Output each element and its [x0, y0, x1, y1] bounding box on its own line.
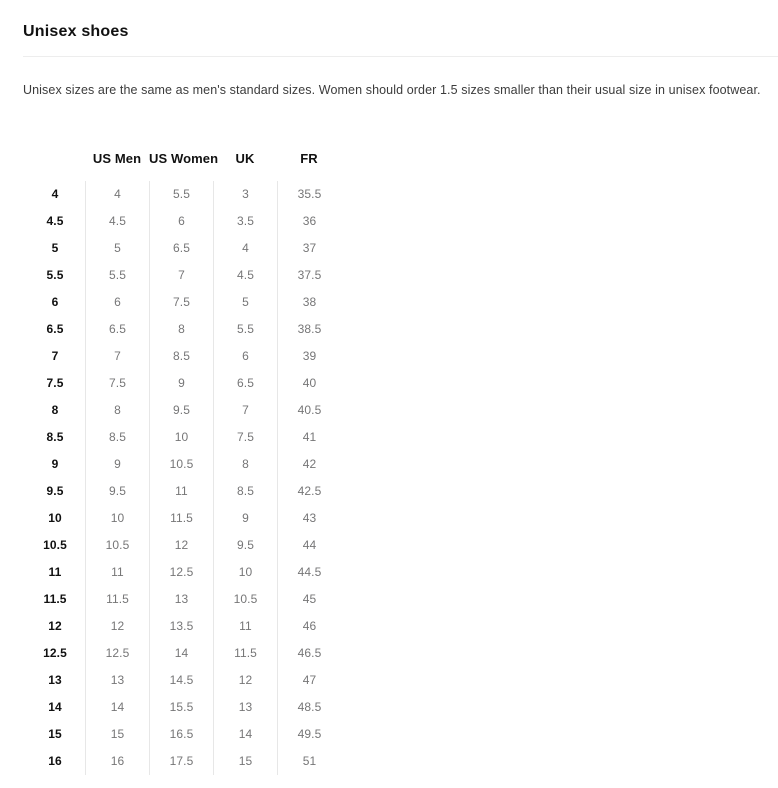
size-cell-us-women: 13 [149, 586, 213, 613]
column-header-uk: UK [235, 150, 255, 166]
size-cell-us-men: 6 [85, 289, 149, 316]
size-cell-uk: 10 [213, 559, 277, 586]
size-cell-uk: 4 [213, 235, 277, 262]
size-row-label: 7.5 [46, 376, 64, 390]
size-cell-us-men: 5 [85, 235, 149, 262]
size-cell-uk: 10.5 [213, 586, 277, 613]
size-cell-us-men: 11 [85, 559, 149, 586]
size-cell-uk: 9.5 [213, 532, 277, 559]
size-cell-us-women: 6.5 [149, 235, 213, 262]
size-cell-us-men: 7.5 [85, 370, 149, 397]
size-cell-us-men: 12 [85, 613, 149, 640]
size-cell-uk: 6.5 [213, 370, 277, 397]
size-cell-us-women: 8.5 [149, 343, 213, 370]
size-cell-us-men: 8.5 [85, 424, 149, 451]
size-row-label: 6 [51, 295, 59, 309]
size-row-label: 9 [51, 457, 59, 471]
size-cell-fr: 40.5 [277, 397, 341, 424]
size-cell-fr: 42.5 [277, 478, 341, 505]
size-cell-fr: 35.5 [277, 181, 341, 208]
size-cell-uk: 7.5 [213, 424, 277, 451]
size-cell-fr: 36 [277, 208, 341, 235]
size-cell-us-men: 13 [85, 667, 149, 694]
size-cell-fr: 39 [277, 343, 341, 370]
size-cell-fr: 38 [277, 289, 341, 316]
size-cell-us-men: 9.5 [85, 478, 149, 505]
size-cell-us-men: 11.5 [85, 586, 149, 613]
size-cell-us-women: 9 [149, 370, 213, 397]
size-cell-us-women: 12 [149, 532, 213, 559]
size-cell-uk: 11 [213, 613, 277, 640]
table-row [25, 424, 341, 451]
size-cell-us-men: 4.5 [85, 208, 149, 235]
table-row [25, 181, 341, 208]
size-row-label: 13 [48, 673, 62, 687]
size-cell-uk: 7 [213, 397, 277, 424]
size-row-label: 4.5 [46, 214, 64, 228]
size-cell-uk: 12 [213, 667, 277, 694]
size-row-label: 4 [51, 187, 59, 201]
size-cell-us-women: 13.5 [149, 613, 213, 640]
size-row-label: 14 [48, 700, 62, 714]
size-row-label: 11 [48, 565, 62, 579]
size-cell-us-men: 10.5 [85, 532, 149, 559]
size-row-label: 5 [51, 241, 59, 255]
size-cell-us-men: 10 [85, 505, 149, 532]
size-row-label: 6.5 [46, 322, 64, 336]
size-cell-fr: 40 [277, 370, 341, 397]
size-cell-us-men: 5.5 [85, 262, 149, 289]
size-cell-uk: 3.5 [213, 208, 277, 235]
size-cell-us-men: 15 [85, 721, 149, 748]
size-cell-us-women: 10 [149, 424, 213, 451]
size-cell-uk: 15 [213, 748, 277, 775]
size-cell-us-men: 16 [85, 748, 149, 775]
size-cell-fr: 38.5 [277, 316, 341, 343]
size-cell-us-men: 7 [85, 343, 149, 370]
size-cell-us-men: 4 [85, 181, 149, 208]
column-header-us-women: US Women [149, 150, 219, 166]
size-cell-uk: 5.5 [213, 316, 277, 343]
title-divider [23, 56, 778, 57]
size-cell-uk: 9 [213, 505, 277, 532]
size-cell-us-women: 16.5 [149, 721, 213, 748]
size-cell-fr: 45 [277, 586, 341, 613]
table-row [25, 316, 341, 343]
size-cell-us-women: 14 [149, 640, 213, 667]
table-row [25, 640, 341, 667]
size-cell-uk: 8 [213, 451, 277, 478]
size-cell-uk: 5 [213, 289, 277, 316]
size-cell-us-men: 12.5 [85, 640, 149, 667]
size-table-header-row [25, 148, 341, 168]
size-row-label: 12 [48, 619, 62, 633]
size-cell-us-women: 8 [149, 316, 213, 343]
size-cell-fr: 44 [277, 532, 341, 559]
size-cell-us-women: 11 [149, 478, 213, 505]
size-row-label: 10.5 [43, 538, 67, 552]
size-cell-uk: 8.5 [213, 478, 277, 505]
size-cell-fr: 46 [277, 613, 341, 640]
size-cell-fr: 48.5 [277, 694, 341, 721]
size-cell-us-women: 9.5 [149, 397, 213, 424]
table-row [25, 721, 341, 748]
table-row [25, 586, 341, 613]
table-row [25, 613, 341, 640]
size-cell-fr: 37 [277, 235, 341, 262]
size-cell-uk: 3 [213, 181, 277, 208]
column-header-us-men: US Men [92, 150, 142, 166]
size-cell-us-women: 6 [149, 208, 213, 235]
size-cell-fr: 43 [277, 505, 341, 532]
size-row-label: 15 [48, 727, 62, 741]
table-row [25, 694, 341, 721]
size-cell-fr: 51 [277, 748, 341, 775]
table-row [25, 451, 341, 478]
table-row [25, 748, 341, 775]
table-row [25, 235, 341, 262]
size-guide-description: Unisex sizes are the same as men's standard sizes. Women should order 1.5 sizes smaller than their usual size in unisex footwear. [23, 82, 761, 97]
size-cell-uk: 4.5 [213, 262, 277, 289]
table-row [25, 208, 341, 235]
table-row [25, 370, 341, 397]
size-cell-us-women: 11.5 [149, 505, 213, 532]
size-row-label: 10 [48, 511, 62, 525]
size-table-body [25, 181, 341, 775]
size-cell-us-men: 14 [85, 694, 149, 721]
page-title: Unisex shoes [23, 22, 129, 40]
size-cell-uk: 13 [213, 694, 277, 721]
size-row-label: 11.5 [43, 592, 67, 606]
size-cell-fr: 46.5 [277, 640, 341, 667]
table-row [25, 559, 341, 586]
size-cell-uk: 11.5 [213, 640, 277, 667]
size-row-label: 8.5 [46, 430, 64, 444]
table-row [25, 289, 341, 316]
size-cell-fr: 47 [277, 667, 341, 694]
table-row [25, 667, 341, 694]
size-row-label: 5.5 [46, 268, 64, 282]
size-cell-fr: 44.5 [277, 559, 341, 586]
table-row [25, 478, 341, 505]
size-cell-fr: 41 [277, 424, 341, 451]
size-cell-us-men: 9 [85, 451, 149, 478]
size-cell-us-women: 5.5 [149, 181, 213, 208]
table-row [25, 505, 341, 532]
size-cell-us-women: 7 [149, 262, 213, 289]
size-cell-uk: 14 [213, 721, 277, 748]
size-cell-fr: 37.5 [277, 262, 341, 289]
column-header-fr: FR [300, 150, 318, 166]
size-cell-us-women: 15.5 [149, 694, 213, 721]
size-cell-us-women: 10.5 [149, 451, 213, 478]
size-row-label: 7 [51, 349, 59, 363]
size-row-label: 12.5 [43, 646, 67, 660]
size-cell-us-women: 17.5 [149, 748, 213, 775]
size-row-label: 9.5 [46, 484, 64, 498]
size-cell-us-women: 14.5 [149, 667, 213, 694]
size-cell-fr: 42 [277, 451, 341, 478]
size-conversion-table [25, 148, 341, 775]
size-cell-us-men: 6.5 [85, 316, 149, 343]
table-row [25, 532, 341, 559]
size-row-label: 16 [48, 754, 62, 768]
size-cell-us-men: 8 [85, 397, 149, 424]
size-cell-fr: 49.5 [277, 721, 341, 748]
size-cell-us-women: 12.5 [149, 559, 213, 586]
table-row [25, 262, 341, 289]
size-cell-us-women: 7.5 [149, 289, 213, 316]
table-row [25, 397, 341, 424]
size-row-label: 8 [51, 403, 59, 417]
size-cell-uk: 6 [213, 343, 277, 370]
table-row [25, 343, 341, 370]
